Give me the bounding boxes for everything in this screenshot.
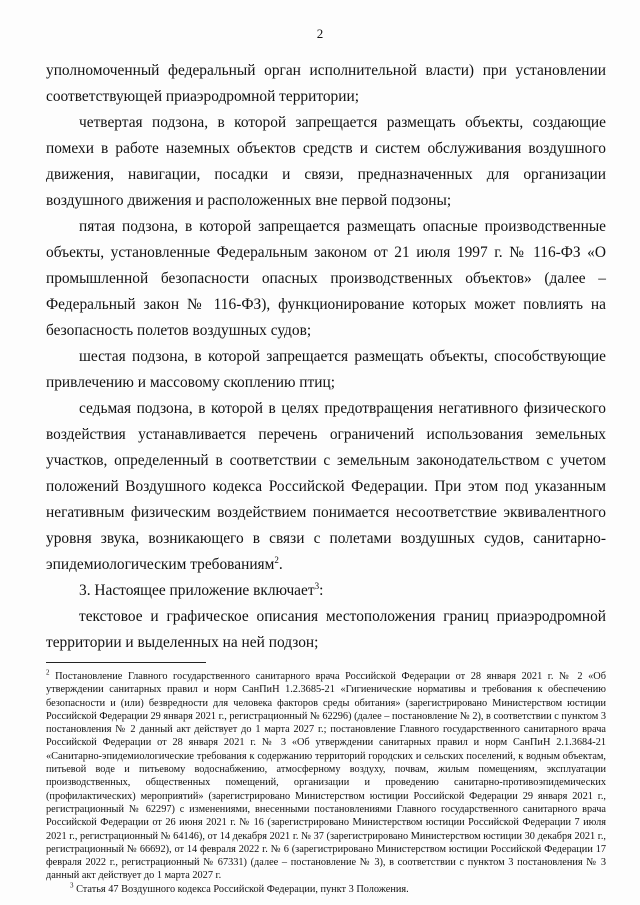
paragraph-text: текстовое и графическое описания местоположения границ приаэродромной территории и выделенных на ней подзон; — [46, 608, 606, 651]
footnote-separator — [46, 662, 206, 663]
paragraph-boundaries-description — [46, 604, 606, 656]
paragraph-subzone-7 — [46, 396, 606, 578]
paragraph-text: четвертая подзона, в которой запрещается размещать объекты, создающие помехи в работе наземных объектов средств и систем обслуживания воздушного движения, навигации, посадки и связи, предназначенных для организации воздушного движения и расположенных вне первой подзоны; — [46, 114, 606, 209]
footnotes — [46, 670, 606, 896]
paragraph-text: пятая подзона, в которой запрещается размещать опасные производственные объекты, установленные Федеральным законом от 21 июля 1997 г. № 116-ФЗ «О промышленной безопасности опасных производственных объектов» (далее – Федеральный закон № 116-ФЗ), функционирование которых может повлиять на безопасность полетов воздушных судов; — [46, 218, 606, 339]
paragraph-text: 3. Настоящее приложение включает — [79, 582, 315, 599]
paragraph-tail: . — [278, 556, 283, 573]
paragraph-airport-territory-end — [46, 58, 606, 110]
paragraph-tail: : — [319, 582, 324, 599]
footnote-text: Статья 47 Воздушного кодекса Российской Федерации, пункт 3 Положения. — [73, 883, 409, 895]
paragraph-subzone-6 — [46, 344, 606, 396]
footnote-mark: 3 — [70, 881, 74, 890]
footnote-mark: 2 — [46, 668, 50, 677]
paragraph-subzone-4 — [46, 110, 606, 214]
paragraph-text: шестая подзона, в которой запрещается размещать объекты, способствующие привлечению и массовому скоплению птиц; — [46, 348, 606, 391]
footnote-3 — [46, 883, 606, 896]
footnote-2 — [46, 670, 606, 883]
paragraph-item-3 — [46, 578, 606, 604]
footnote-ref-2[interactable]: 2 — [274, 554, 279, 565]
paragraph-text: уполномоченный федеральный орган исполнительной власти) при установлении соответствующей приаэродромной территории; — [46, 62, 606, 105]
body-text — [46, 58, 606, 656]
footnote-ref-3[interactable]: 3 — [314, 580, 320, 591]
footnote-text: Постановление Главного государственного санитарного врача Российской Федерации от 28 января 2021 г. № 2 «Об утверждении санитарных правил и норм СанПиН 1.2.3685-21 «Гигиенические нормативы и требования к обеспечению безопасности и (или) безвредности для человека факторов среды обитания» (зарегистрировано Министерством юстиции Российской Федерации 29 января 2021 г., регистрационный № 62296) (далее – постановление № 2), в соответствии с пунктом 3 постановления № 2 данный акт действует до 1 марта 2027 г.; постановление Главного государственного санитарного врача Российской Федерации от 28 января 2021 г. № 3 «Об утверждении санитарных правил и норм СанПиН 2.1.3684-21 «Санитарно-эпидемиологические требования к содержанию территорий городских и сельских поселений, к водным объектам, питьевой воде и питьевому водоснабжению, атмосферному воздуху, почвам, жилым помещениям, эксплуатации производственных, общественных помещений, организации и проведению санитарно-противоэпидемических (профилактических) мероприятий» (зарегистрировано Министерством юстиции Российской Федерации 29 января 2021 г., регистрационный № 62297) с изменениями, внесенными постановлениями Главного государственного санитарного врача Российской Федерации от 26 июня 2021 г. № 16 (зарегистрировано Министерством юстиции Российской Федерации 7 июля 2021 г., регистрационный № 64146), от 14 декабря 2021 г. № 37 (зарегистрировано Министерством юстиции 30 декабря 2021 г., регистрационный № 66692), от 14 февраля 2022 г. № 6 (зарегистрировано Министерством юстиции Российской Федерации 17 февраля 2022 г., регистрационный № 67331) (далее – постановление № 3), в соответствии с пунктом 3 постановления № 3 данный акт действует до 1 марта 2027 г. — [46, 671, 606, 882]
paragraph-text: седьмая подзона, в которой в целях предотвращения негативного физического воздействия устанавливается перечень ограничений использования земельных участков, определенный в соответствии с земельным законодательством с учетом положений Воздушного кодекса Российской Федерации. При этом под указанным негативным физическим воздействием понимается несоответствие эквивалентного уровня звука, возникающего в связи с полетами воздушных судов, санитарно-эпидемиологическим требованиям — [46, 400, 606, 573]
page-number: 2 — [316, 26, 324, 41]
paragraph-subzone-5 — [46, 214, 606, 344]
